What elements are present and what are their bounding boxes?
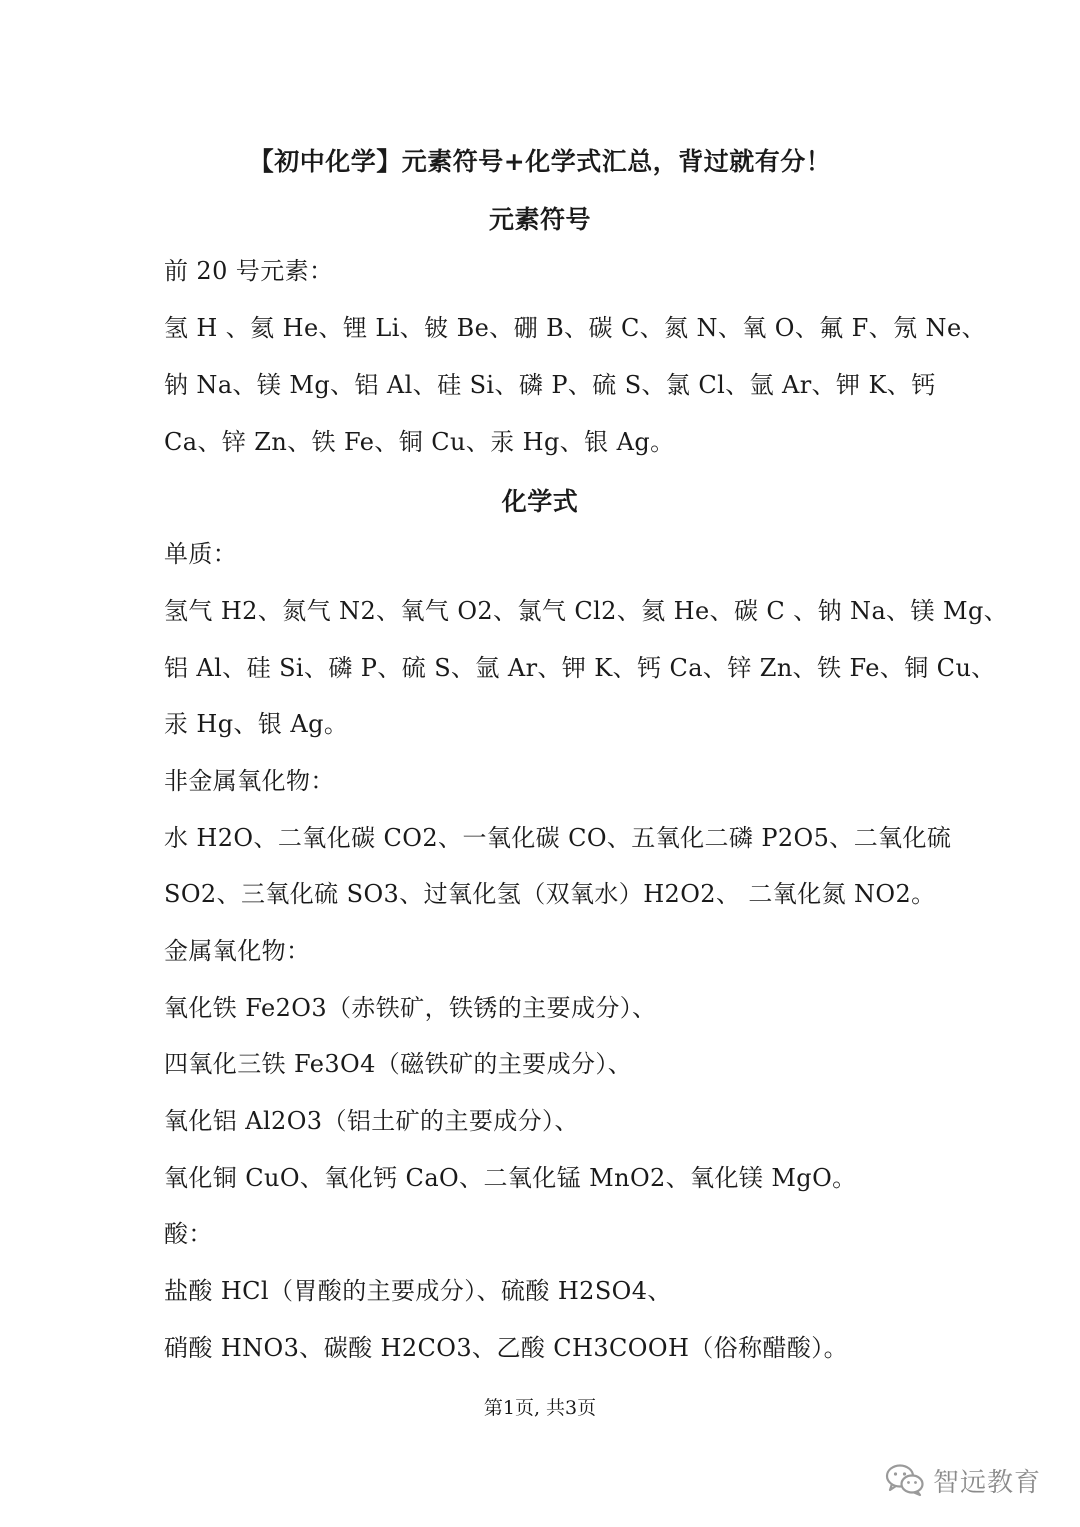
text-line: 水 H2O、二氧化碳 CO2、一氧化碳 CO、五氧化二磷 P2O5、二氧化硫 [164, 824, 952, 852]
text-line: 汞 Hg、银 Ag。 [164, 710, 349, 738]
text-line: 氢 H 、氦 He、锂 Li、铍 Be、硼 B、碳 C、氮 N、氧 O、氟 F、氖 Ne、 [164, 314, 986, 342]
text-line: SO2、三氧化硫 SO3、过氧化氢（双氧水）H2O2、 二氧化氮 NO2。 [164, 880, 936, 908]
watermark [885, 1460, 1041, 1500]
text-line: Ca、锌 Zn、铁 Fe、铜 Cu、汞 Hg、银 Ag。 [164, 428, 675, 456]
text-line: 硝酸 HNO3、碳酸 H2CO3、乙酸 CH3COOH（俗称醋酸）。 [164, 1334, 849, 1362]
text-line: 前 20 号元素： [164, 257, 334, 285]
text-line: 单质： [164, 540, 238, 568]
document-title: 【初中化学】元素符号+化学式汇总，背过就有分！ [248, 147, 832, 176]
text-line: 四氧化三铁 Fe3O4（磁铁矿的主要成分）、 [164, 1050, 633, 1078]
text-line: 氢气 H2、氮气 N2、氧气 O2、氯气 Cl2、氦 He、碳 C 、钠 Na、镁 Mg、 [164, 597, 1009, 625]
text-line: 氧化铝 Al2O3（铝土矿的主要成分）、 [164, 1107, 579, 1135]
text-line: 金属氧化物： [164, 937, 311, 965]
section-heading-element-symbols: 元素符号 [488, 205, 591, 234]
watermark-text: 智远教育 [933, 1467, 1042, 1498]
text-line: 氧化铁 Fe2O3（赤铁矿，铁锈的主要成分）、 [164, 994, 657, 1022]
text-line: 酸： [164, 1220, 213, 1248]
section-heading-chemical-formulas: 化学式 [501, 487, 579, 516]
text-line: 铝 Al、硅 Si、磷 P、硫 S、氩 Ar、钾 K、钙 Ca、锌 Zn、铁 Fe、铜 Cu、 [164, 654, 996, 682]
text-line: 非金属氧化物： [164, 767, 335, 795]
text-line: 钠 Na、镁 Mg、铝 Al、硅 Si、磷 P、硫 S、氯 Cl、氩 Ar、钾 K、钙 [164, 371, 936, 399]
text-line: 氧化铜 CuO、氧化钙 CaO、二氧化锰 MnO2、氧化镁 MgO。 [164, 1164, 857, 1192]
wechat-icon [885, 1463, 925, 1497]
text-line: 盐酸 HCl（胃酸的主要成分）、硫酸 H2SO4、 [164, 1277, 672, 1305]
page-footer: 第1页, 共3页 [483, 1397, 597, 1419]
